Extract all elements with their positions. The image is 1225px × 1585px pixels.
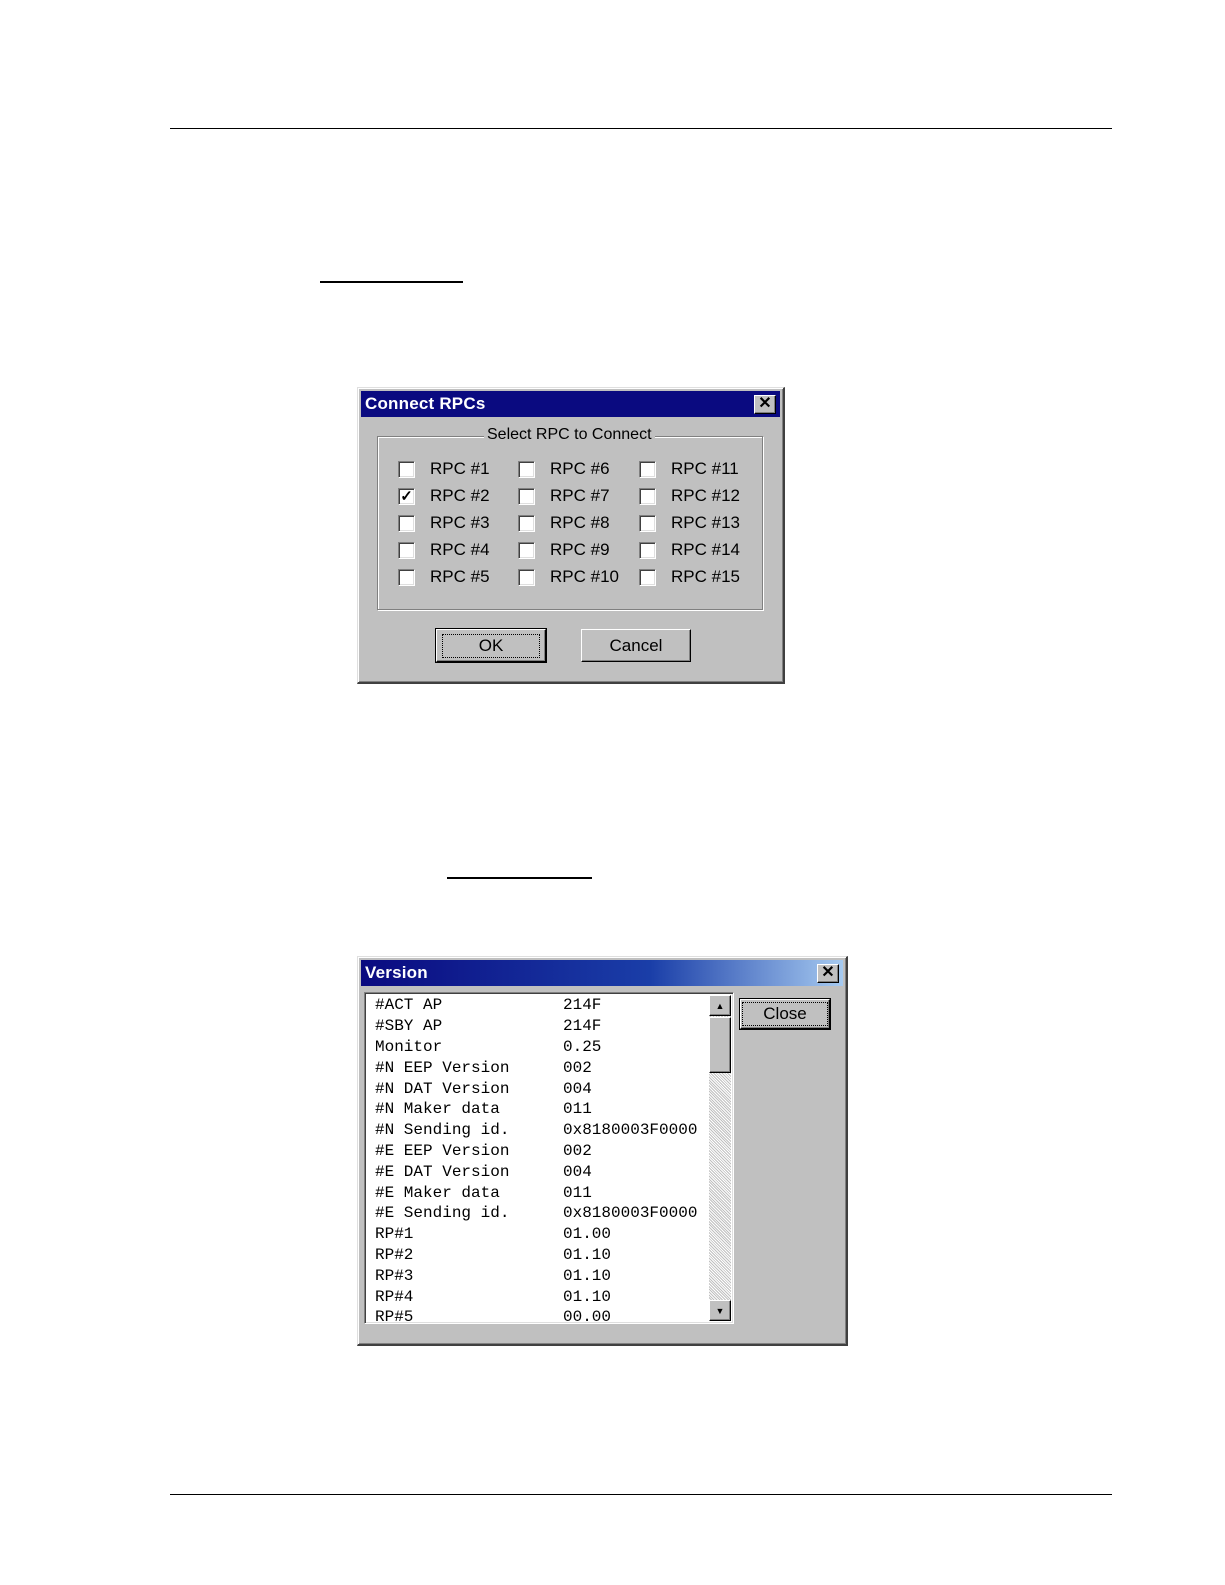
rpc-checkbox-label: RPC #7 xyxy=(550,486,610,505)
version-value: 214F xyxy=(563,996,602,1015)
version-value: 004 xyxy=(563,1162,592,1181)
version-key: RP#5 xyxy=(375,1308,414,1324)
rpc-checkbox-label: RPC #12 xyxy=(671,486,740,505)
list-item[interactable] xyxy=(375,995,705,1016)
connect-dialog-titlebar[interactable] xyxy=(361,391,780,417)
rpc-checkbox-item[interactable] xyxy=(639,513,740,533)
version-value: 01.10 xyxy=(563,1266,612,1285)
list-item[interactable] xyxy=(375,1307,705,1324)
group-label: Select RPC to Connect xyxy=(484,426,655,444)
checkbox[interactable] xyxy=(518,569,535,586)
checkbox[interactable] xyxy=(518,515,535,532)
checkbox[interactable] xyxy=(398,542,415,559)
version-key: #E Sending id. xyxy=(375,1204,510,1223)
version-listbox[interactable] xyxy=(364,992,734,1324)
checkbox[interactable] xyxy=(398,569,415,586)
version-key: #N Maker data xyxy=(375,1100,500,1119)
version-value: 004 xyxy=(563,1079,592,1098)
list-item[interactable] xyxy=(375,1099,705,1120)
version-key: #SBY AP xyxy=(375,1017,443,1036)
version-key: #E DAT Version xyxy=(375,1162,510,1181)
list-item[interactable] xyxy=(375,1016,705,1037)
rpc-checkbox-label: RPC #11 xyxy=(671,459,739,478)
rpc-checkbox-item[interactable] xyxy=(398,567,490,587)
version-key: RP#2 xyxy=(375,1245,414,1264)
select-rpc-groupbox xyxy=(377,426,763,610)
version-value: 00.00 xyxy=(563,1308,612,1324)
list-item[interactable] xyxy=(375,1120,705,1141)
version-value: 002 xyxy=(563,1141,592,1160)
rpc-checkbox-label: RPC #6 xyxy=(550,459,610,478)
checkbox[interactable] xyxy=(639,542,656,559)
version-value: 0.25 xyxy=(563,1037,602,1056)
rpc-checkbox-item[interactable] xyxy=(639,486,740,506)
connect-dialog-title: Connect RPCs xyxy=(365,394,486,413)
scroll-thumb[interactable] xyxy=(709,1017,731,1073)
vertical-scrollbar[interactable] xyxy=(709,995,731,1321)
version-key: #N Sending id. xyxy=(375,1121,510,1140)
heading-underline-1 xyxy=(320,281,463,283)
checkbox[interactable] xyxy=(639,488,656,505)
list-item[interactable] xyxy=(375,1203,705,1224)
list-item[interactable] xyxy=(375,1161,705,1182)
close-icon[interactable]: ✕ xyxy=(754,395,776,414)
version-key: #E EEP Version xyxy=(375,1141,510,1160)
rpc-checkbox-item[interactable] xyxy=(518,486,610,506)
close-button[interactable] xyxy=(740,999,830,1029)
list-item[interactable] xyxy=(375,1078,705,1099)
rpc-checkbox-item[interactable] xyxy=(518,459,610,479)
list-item[interactable] xyxy=(375,1057,705,1078)
version-value: 011 xyxy=(563,1183,592,1202)
rpc-checkbox-item[interactable] xyxy=(398,540,490,560)
checkbox[interactable] xyxy=(518,488,535,505)
checkmark-icon[interactable]: ✓ xyxy=(398,488,415,505)
version-key: #ACT AP xyxy=(375,996,443,1015)
rpc-checkbox-label: RPC #14 xyxy=(671,540,740,559)
rpc-checkbox-label: RPC #4 xyxy=(430,540,490,559)
rpc-checkbox-item[interactable] xyxy=(518,513,610,533)
checkbox[interactable] xyxy=(518,461,535,478)
ok-button-label: OK xyxy=(442,634,541,658)
list-item[interactable] xyxy=(375,1182,705,1203)
rpc-checkbox-label: RPC #13 xyxy=(671,513,740,532)
rpc-checkbox-item[interactable] xyxy=(639,540,740,560)
cancel-button[interactable] xyxy=(581,629,691,662)
version-value: 214F xyxy=(563,1017,602,1036)
rpc-checkbox-item[interactable] xyxy=(639,459,739,479)
version-key: RP#3 xyxy=(375,1266,414,1285)
rpc-checkbox-item[interactable] xyxy=(398,513,490,533)
version-dialog-title: Version xyxy=(365,963,428,982)
heading-underline-2 xyxy=(447,877,592,879)
rpc-checkbox-item[interactable] xyxy=(639,567,740,587)
bottom-rule xyxy=(170,1494,1112,1495)
rpc-checkbox-label: RPC #8 xyxy=(550,513,610,532)
list-item[interactable] xyxy=(375,1141,705,1162)
version-key: #N DAT Version xyxy=(375,1079,510,1098)
version-value: 0x8180003F0000 xyxy=(563,1204,698,1223)
scroll-up-icon[interactable]: ▲ xyxy=(709,995,731,1016)
version-key: Monitor xyxy=(375,1037,443,1056)
rpc-checkbox-label: RPC #5 xyxy=(430,567,490,586)
rpc-checkbox-label: RPC #10 xyxy=(550,567,619,586)
rpc-checkbox-label: RPC #1 xyxy=(430,459,490,478)
version-key: RP#1 xyxy=(375,1225,414,1244)
list-item[interactable] xyxy=(375,1037,705,1058)
version-key: RP#4 xyxy=(375,1287,414,1306)
checkbox[interactable] xyxy=(398,515,415,532)
rpc-checkbox-item[interactable] xyxy=(398,459,490,479)
rpc-checkbox-label: RPC #9 xyxy=(550,540,610,559)
connect-rpcs-dialog xyxy=(357,387,785,684)
list-item[interactable] xyxy=(375,1245,705,1266)
rpc-checkbox-label: RPC #15 xyxy=(671,567,740,586)
list-item[interactable] xyxy=(375,1224,705,1245)
checkbox[interactable] xyxy=(639,461,656,478)
rpc-checkbox-item[interactable] xyxy=(518,540,610,560)
rpc-checkbox-item[interactable] xyxy=(518,567,619,587)
list-item[interactable] xyxy=(375,1286,705,1307)
scroll-down-icon[interactable]: ▼ xyxy=(709,1300,731,1321)
ok-button[interactable] xyxy=(436,629,546,662)
version-dialog xyxy=(357,956,848,1346)
close-button-label: Close xyxy=(742,1002,827,1026)
version-value: 01.10 xyxy=(563,1245,612,1264)
version-value: 002 xyxy=(563,1058,592,1077)
version-value: 011 xyxy=(563,1100,592,1119)
close-icon[interactable]: ✕ xyxy=(817,964,839,983)
checkbox[interactable] xyxy=(518,542,535,559)
checkbox[interactable] xyxy=(639,515,656,532)
version-key: #E Maker data xyxy=(375,1183,500,1202)
cancel-button-label: Cancel xyxy=(609,635,663,655)
version-value: 0x8180003F0000 xyxy=(563,1121,698,1140)
version-value: 01.10 xyxy=(563,1287,612,1306)
checkbox[interactable] xyxy=(398,461,415,478)
checkbox[interactable] xyxy=(639,569,656,586)
list-item[interactable] xyxy=(375,1265,705,1286)
version-rows xyxy=(375,995,705,1324)
rpc-checkbox-label: RPC #3 xyxy=(430,513,490,532)
version-value: 01.00 xyxy=(563,1225,612,1244)
version-key: #N EEP Version xyxy=(375,1058,510,1077)
top-rule xyxy=(170,128,1112,129)
version-dialog-titlebar[interactable] xyxy=(361,960,843,986)
rpc-checkbox-item[interactable] xyxy=(398,486,490,506)
rpc-checkbox-label: RPC #2 xyxy=(430,486,490,505)
